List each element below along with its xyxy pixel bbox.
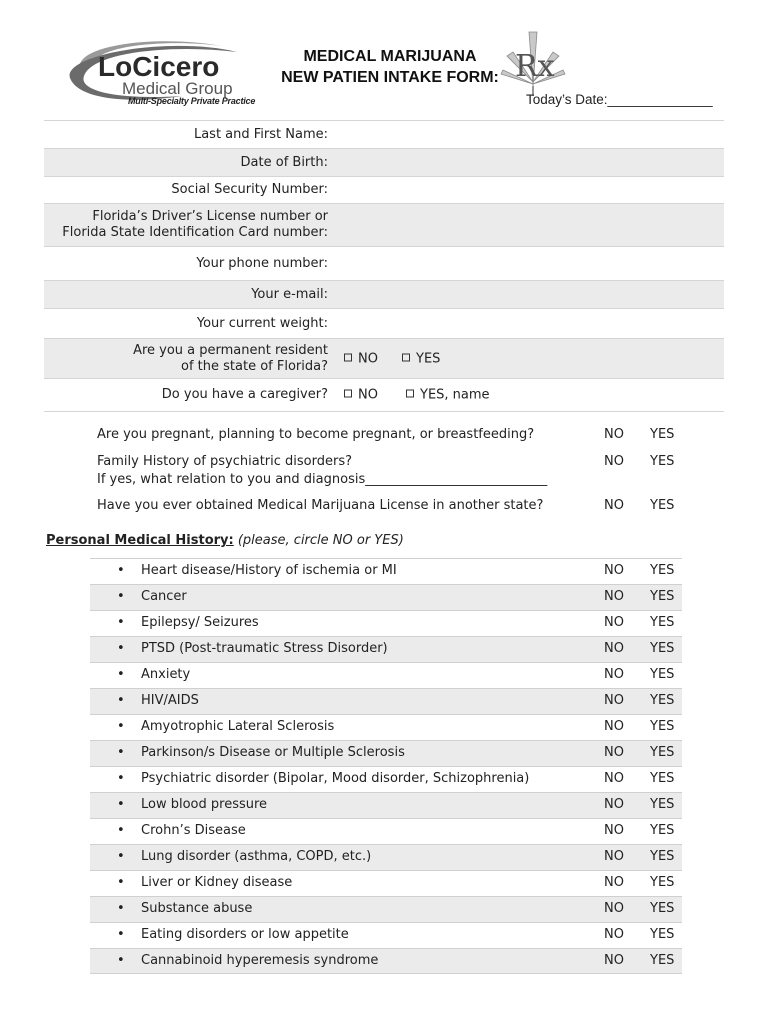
no-option[interactable]: NO [604, 563, 624, 578]
rx-symbol: Rx [515, 49, 555, 84]
history-title: Personal Medical History: [46, 533, 234, 548]
label-caregiver: Do you have a caregiver? [161, 387, 328, 402]
logo-tagline: Multi-Specialty Private Practice [128, 96, 256, 106]
condition-label: Amyotrophic Lateral Sclerosis [141, 719, 335, 734]
other-license-no-option[interactable]: NO [604, 498, 624, 513]
family-history-no-option[interactable]: NO [604, 454, 624, 469]
question-other-state-license: Have you ever obtained Medical Marijuana License in another state? [97, 498, 544, 513]
condition-label: Lung disorder (asthma, COPD, etc.) [141, 849, 372, 864]
condition-label: Epilepsy/ Seizures [141, 615, 259, 630]
checkbox-icon [406, 390, 414, 398]
no-option[interactable]: NO [604, 745, 624, 760]
yes-option[interactable]: YES [650, 771, 675, 786]
list-item: • Cancer NO YES [90, 584, 682, 610]
form-title-line2: NEW PATIEN INTAKE FORM: [281, 69, 499, 86]
condition-label: Anxiety [141, 667, 191, 682]
no-option[interactable]: NO [604, 927, 624, 942]
checkbox-icon [344, 390, 352, 398]
condition-label: Parkinson/s Disease or Multiple Sclerosis [141, 745, 405, 760]
info-row-weight [44, 308, 724, 338]
condition-label: Cannabinoid hyperemesis syndrome [141, 953, 379, 968]
condition-label: Cancer [141, 589, 187, 604]
family-history-yes-option[interactable]: YES [650, 454, 675, 469]
no-option[interactable]: NO [604, 823, 624, 838]
list-item: • Amyotrophic Lateral Sclerosis NO YES [90, 714, 682, 740]
label-name: Last and First Name: [193, 126, 328, 142]
label-email: Your e-mail: [251, 286, 328, 302]
condition-label: Crohn’s Disease [141, 823, 246, 838]
checkbox-icon [402, 353, 410, 361]
condition-label: Eating disorders or low appetite [141, 927, 349, 942]
list-item: • Lung disorder (asthma, COPD, etc.) NO YES [90, 844, 682, 870]
name-field[interactable] [328, 121, 724, 148]
logo-group: Medical Group [122, 79, 233, 98]
question-pregnant: Are you pregnant, planning to become pregnant, or breastfeeding? [97, 427, 535, 442]
condition-label: Heart disease/History of ischemia or MI [141, 563, 397, 578]
yes-option[interactable]: YES [650, 823, 675, 838]
list-item: • HIV/AIDS NO YES [90, 688, 682, 714]
list-item: • Low blood pressure NO YES [90, 792, 682, 818]
condition-label: Liver or Kidney disease [141, 875, 293, 890]
medical-history-list [90, 558, 682, 974]
email-field[interactable] [328, 281, 724, 308]
weight-field[interactable] [328, 309, 724, 338]
no-option[interactable]: NO [604, 849, 624, 864]
form-title-line1: MEDICAL MARIJUANA [303, 48, 477, 65]
list-item: • PTSD (Post-traumatic Stress Disorder) NO YES [90, 636, 682, 662]
info-row-phone [44, 246, 724, 280]
rx-cannabis-leaf-icon [493, 26, 571, 98]
pregnant-no-option[interactable]: NO [604, 427, 624, 442]
patient-info-table [44, 120, 724, 412]
label-resident: Are you a permanent resident of the state of Florida? [133, 342, 328, 374]
no-option[interactable]: NO [604, 719, 624, 734]
resident-options [328, 339, 724, 378]
no-option[interactable]: NO [604, 693, 624, 708]
yes-option[interactable]: YES [650, 615, 675, 630]
yes-option[interactable]: YES [650, 745, 675, 760]
other-license-yes-option[interactable]: YES [650, 498, 675, 513]
yes-option[interactable]: YES [650, 849, 675, 864]
yes-option[interactable]: YES [650, 875, 675, 890]
history-section-title [46, 533, 404, 548]
info-row-name [44, 120, 724, 148]
no-option[interactable]: NO [604, 953, 624, 968]
no-option[interactable]: NO [604, 641, 624, 656]
phone-field[interactable] [328, 247, 724, 280]
question-family-history: Family History of psychiatric disorders? [97, 454, 352, 469]
yes-option[interactable]: YES [650, 563, 675, 578]
no-option[interactable]: NO [604, 589, 624, 604]
checkbox-icon [344, 353, 352, 361]
info-row-resident [44, 338, 724, 378]
caregiver-no-checkbox[interactable]: NO [344, 388, 378, 403]
pregnant-yes-option[interactable]: YES [650, 427, 675, 442]
history-hint: (please, circle NO or YES) [237, 533, 404, 548]
caregiver-yes-checkbox[interactable]: YES, name [406, 388, 490, 403]
condition-label: HIV/AIDS [141, 693, 199, 708]
no-option[interactable]: NO [604, 615, 624, 630]
no-option[interactable]: NO [604, 901, 624, 916]
yes-option[interactable]: YES [650, 693, 675, 708]
list-item: • Eating disorders or low appetite NO YES [90, 922, 682, 948]
label-ssn: Social Security Number: [171, 182, 328, 197]
info-row-license [44, 203, 724, 246]
no-option[interactable]: NO [604, 797, 624, 812]
ssn-field[interactable] [328, 177, 724, 203]
list-item: • Anxiety NO YES [90, 662, 682, 688]
family-history-diagnosis-field[interactable]: If yes, what relation to you and diagnosis____________________________ [97, 472, 548, 487]
info-row-email [44, 280, 724, 308]
condition-label: Low blood pressure [141, 797, 268, 812]
logo-name: LoCicero [98, 51, 220, 82]
list-item: • Liver or Kidney disease NO YES [90, 870, 682, 896]
list-item: • Heart disease/History of ischemia or MI NO YES [90, 558, 682, 584]
yes-option[interactable]: YES [650, 719, 675, 734]
dob-field[interactable] [328, 149, 724, 176]
yes-option[interactable]: YES [650, 901, 675, 916]
list-item: • Parkinson/s Disease or Multiple Sclerosis NO YES [90, 740, 682, 766]
no-option[interactable]: NO [604, 771, 624, 786]
todays-date-field[interactable]: Today’s Date:______________ [526, 92, 713, 107]
yes-option[interactable]: YES [650, 797, 675, 812]
yes-option[interactable]: YES [650, 667, 675, 682]
list-item: • Substance abuse NO YES [90, 896, 682, 922]
condition-label: PTSD (Post-traumatic Stress Disorder) [141, 641, 388, 656]
condition-label: Substance abuse [141, 901, 253, 916]
label-phone: Your phone number: [196, 255, 328, 271]
form-title [268, 46, 512, 88]
yes-option[interactable]: YES [650, 953, 675, 968]
no-option[interactable]: NO [604, 667, 624, 682]
label-weight: Your current weight: [196, 315, 328, 331]
yes-option[interactable]: YES [650, 927, 675, 942]
condition-label: Psychiatric disorder (Bipolar, Mood disorder, Schizophrenia) [141, 771, 530, 786]
license-field[interactable] [328, 204, 724, 246]
info-row-ssn [44, 176, 724, 203]
resident-yes-checkbox[interactable]: YES [402, 351, 440, 366]
list-item: • Cannabinoid hyperemesis syndrome NO YES [90, 948, 682, 974]
caregiver-options [328, 379, 724, 411]
list-item: • Epilepsy/ Seizures NO YES [90, 610, 682, 636]
list-item: • Psychiatric disorder (Bipolar, Mood disorder, Schizophrenia) NO YES [90, 766, 682, 792]
no-option[interactable]: NO [604, 875, 624, 890]
label-license: Florida’s Driver’s License number or Florida State Identification Card number: [62, 209, 328, 240]
yes-option[interactable]: YES [650, 641, 675, 656]
list-item: • Crohn’s Disease NO YES [90, 818, 682, 844]
info-row-caregiver [44, 378, 724, 412]
info-row-dob [44, 148, 724, 176]
yes-option[interactable]: YES [650, 589, 675, 604]
resident-no-checkbox[interactable]: NO [344, 351, 378, 366]
label-dob: Date of Birth: [240, 154, 328, 170]
